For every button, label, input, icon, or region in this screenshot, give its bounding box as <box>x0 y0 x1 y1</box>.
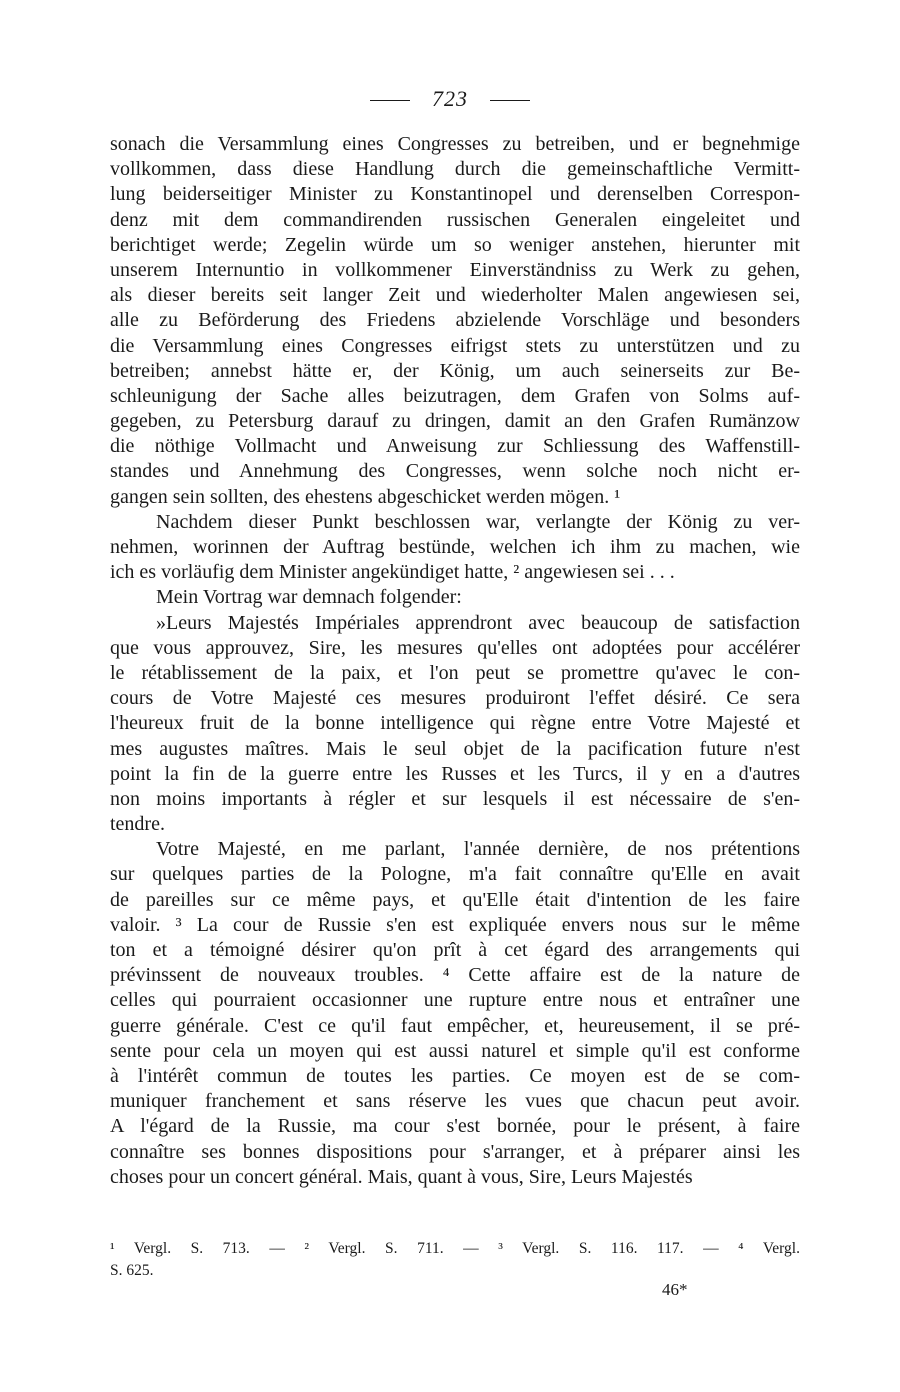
text-line: ich es vorläufig dem Minister angekündiget hatte, ² angewiesen sei . . . <box>110 561 675 584</box>
header-rule-right <box>490 100 530 101</box>
text-line: connaître ses bonnes dispositions pour s'arranger, et à préparer ainsi les <box>110 1140 800 1163</box>
paragraph <box>110 585 800 610</box>
text-line: le rétablissement de la paix, et l'on peut se promettre qu'avec le con- <box>110 661 800 684</box>
paragraph <box>110 611 800 838</box>
text-line: choses pour un concert général. Mais, quant à vous, Sire, Leurs Majestés <box>110 1165 693 1188</box>
paragraph <box>110 837 800 1190</box>
text-line: sente pour cela un moyen qui est aussi naturel et simple qu'il est conforme <box>110 1039 800 1062</box>
text-line: celles qui pourraient occasionner une rupture entre nous et entraîner une <box>110 989 800 1012</box>
text-line: betreiben; annebst hätte er, der König, um auch seinerseits zur Be- <box>110 359 800 382</box>
text-line: non moins importants à régler et sur lesquels il est nécessaire de s'en- <box>110 787 800 810</box>
text-line: valoir. ³ La cour de Russie s'en est expliquée envers nous sur le même <box>110 913 800 936</box>
text-line: mes augustes maîtres. Mais le seul objet de la pacification future n'est <box>110 737 800 760</box>
text-line: point la fin de la guerre entre les Russes et les Turcs, il y en a d'autres <box>110 762 800 785</box>
footnote-line: ¹ Vergl. S. 713. — ² Vergl. S. 711. — ³ Vergl. S. 116. 117. — ⁴ Vergl. <box>110 1240 800 1257</box>
text-line: guerre générale. C'est ce qu'il faut empêcher, et, heureusement, il se pré- <box>110 1014 800 1037</box>
text-line: à l'intérêt commun de toutes les parties. Ce moyen est de se com- <box>110 1064 800 1087</box>
text-line: ton et a témoigné désirer qu'on prît à cet égard des arrangements qui <box>110 939 800 961</box>
footnotes <box>110 1238 800 1282</box>
page-number: 723 <box>432 86 468 111</box>
text-line: alle zu Beförderung des Friedens abzielende Vorschläge und besonders <box>110 309 800 332</box>
footnote-line: S. 625. <box>110 1262 154 1279</box>
text-line: denz mit dem commandirenden russischen Generalen eingeleitet und <box>110 208 800 231</box>
text-line: muniquer franchement et sans réserve les vues que chacun peut avoir. <box>110 1090 800 1113</box>
text-line: de pareilles sur ce même pays, et qu'Elle était d'intention de les faire <box>110 888 800 911</box>
text-line: schleunigung der Sache alles beizutragen, dem Grafen von Solms auf- <box>110 384 800 407</box>
text-line: berichtiget werde; Zegelin würde um so weniger anstehen, hierunter mit <box>110 233 800 256</box>
header-rule-left <box>370 100 410 101</box>
text-line: standes und Annehmung des Congresses, wenn solche noch nicht er- <box>110 460 800 483</box>
text-line: que vous approuvez, Sire, les mesures qu'elles ont adoptées pour accélérer <box>110 636 800 659</box>
text-line: gegeben, zu Petersburg darauf zu dringen, damit an den Grafen Rumänzow <box>110 410 800 433</box>
text-line: die Versammlung eines Congresses eifrigst stets zu unterstützen und zu <box>110 334 800 357</box>
paragraph <box>110 510 800 586</box>
text-line: Nachdem dieser Punkt beschlossen war, verlangte der König zu ver- <box>156 510 800 533</box>
text-line: Mein Vortrag war demnach folgender: <box>156 586 462 609</box>
text-line: cours de Votre Majesté ces mesures produiront l'effet désiré. Ce sera <box>110 687 800 710</box>
text-line: Votre Majesté, en me parlant, l'année dernière, de nos prétentions <box>156 838 800 861</box>
text-line: die nöthige Vollmacht und Anweisung zur Schliessung des Waffenstill- <box>110 435 800 458</box>
body-text <box>110 132 800 1190</box>
text-line: tendre. <box>110 813 165 836</box>
text-line: A l'égard de la Russie, ma cour s'est bornée, pour le présent, à faire <box>110 1115 800 1138</box>
text-line: sur quelques parties de la Pologne, m'a fait connaître qu'Elle en avait <box>110 863 800 886</box>
text-line: vollkommen, dass diese Handlung durch die gemeinschaftliche Vermitt- <box>110 158 800 181</box>
text-line: l'heureux fruit de la bonne intelligence qui règne entre Votre Majesté et <box>110 712 800 735</box>
text-line: lung beiderseitiger Minister zu Konstantinopel und derenselben Correspon- <box>110 183 800 206</box>
text-line: »Leurs Majestés Impériales apprendront avec beaucoup de satisfaction <box>156 611 800 634</box>
text-line: prévinssent de nouveaux troubles. ⁴ Cette affaire est de la nature de <box>110 964 800 987</box>
text-line: nehmen, worinnen der Auftrag bestünde, welchen ich ihm zu machen, wie <box>110 536 800 558</box>
signature-mark: 46* <box>662 1280 688 1299</box>
text-line: als dieser bereits seit langer Zeit und wiederholter Malen angewiesen sei, <box>110 284 800 307</box>
text-line: gangen sein sollten, des ehestens abgeschicket werden mögen. ¹ <box>110 485 621 508</box>
text-line: sonach die Versammlung eines Congresses zu betreiben, und er begnehmige <box>110 133 800 155</box>
page-header <box>0 86 900 112</box>
text-line: unserem Internuntio in vollkommener Einverständniss zu Werk zu gehen, <box>110 258 800 281</box>
paragraph <box>110 132 800 510</box>
